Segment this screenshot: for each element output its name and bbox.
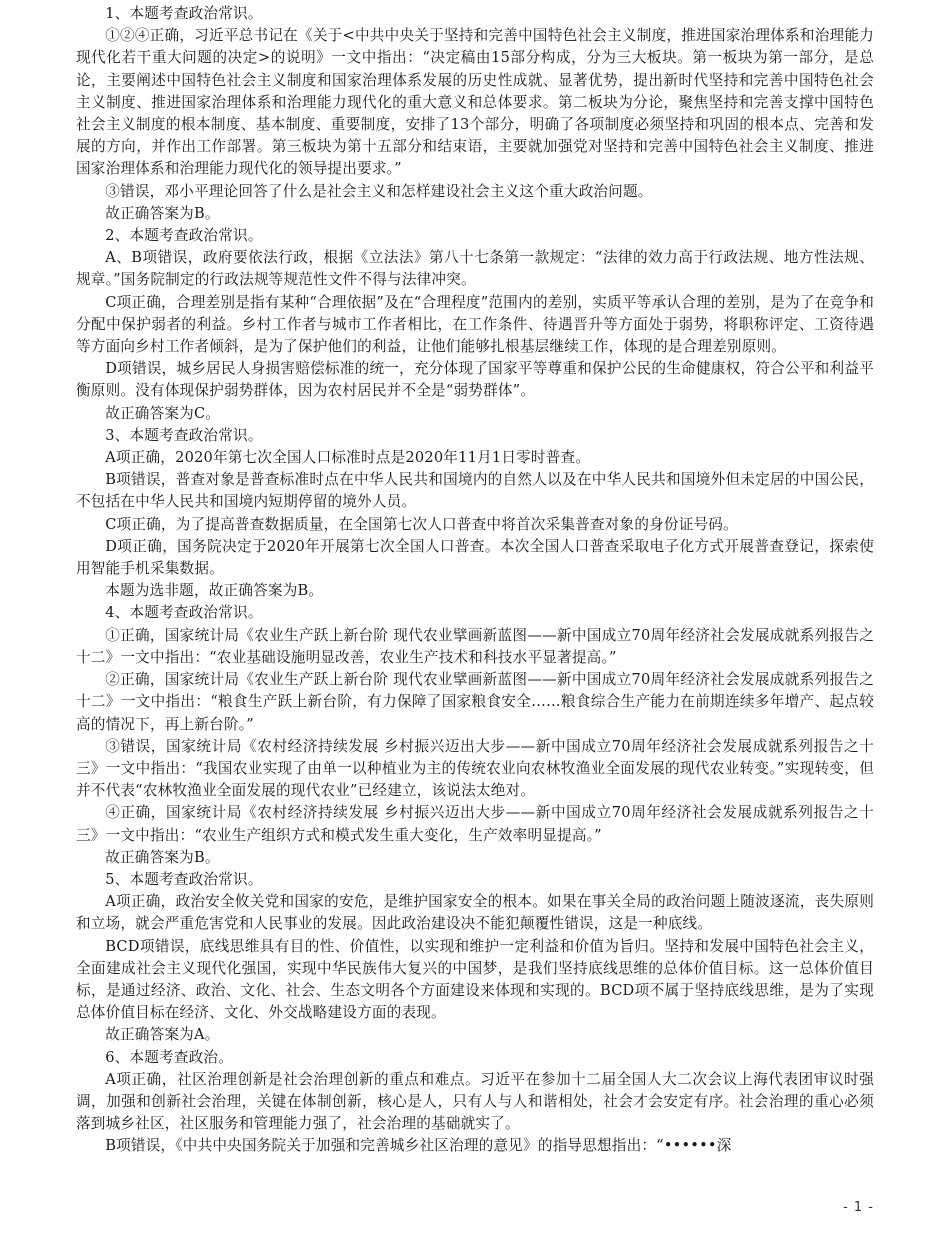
- paragraph: 2、本题考查政治常识。: [105, 227, 263, 245]
- paragraph: A、B项错误，政府要依法行政，根据《立法法》第八十七条第一款规定：“法律的效力高于行政法规、地方性法规、规章。”国务院制定的行政法规等规范性文件不得与法律冲突。: [76, 249, 874, 289]
- paragraph: BCD项错误，底线思维具有目的性、价值性，以实现和维护一定利益和价值为旨归。坚持和发展中国特色社会主义，全面建成社会主义现代化强国，实现中华民族伟大复兴的中国梦，是我们坚持底线思维的总体价值目标。这一总体价值目标，是通过经济、政治、文化、社会、生态文明各个方面建设来体现和实现的。BCD项不属于坚持底线思维，是为了实现总体价值目标在经济、文化、外交战略建设方面的表现。: [76, 937, 874, 1022]
- paragraph: ②正确，国家统计局《农业生产跃上新台阶 现代农业擘画新蓝图——新中国成立70周年经济社会发展成就系列报告之十二》一文中指出：“粮食生产跃上新台阶，有力保障了国家粮食安全……粮食综合生产能力在前期连续多年增产、起点较高的情况下，再上新台阶。”: [76, 671, 874, 733]
- paragraph: 故正确答案为B。: [105, 848, 220, 866]
- paragraph: A项正确，政治安全攸关党和国家的安危，是维护国家安全的根本。如果在事关全局的政治问题上随波逐流，丧失原则和立场，就会严重危害党和人民事业的发展。因此政治建设决不能犯颠覆性错误，这是一种底线。: [76, 893, 874, 933]
- paragraph: ①②④正确，习近平总书记在《关于<中共中央关于坚持和完善中国特色社会主义制度，推进国家治理体系和治理能力现代化若干重大问题的决定>的说明》一文中指出：“决定稿由15部分构成，分为三大板块。第一板块为第一部分，是总论，主要阐述中国特色社会主义制度和国家治理体系发展的历史性成就、显著优势，提出新时代坚持和完善中国特色社会主义制度、推进国家治理体系和治理能力现代化的重大意义和总体要求。第二板块为分论，聚焦坚持和完善支撑中国特色社会主义制度的根本制度、基本制度、重要制度，安排了13个部分，明确了各项制度必须坚持和巩固的根本点、完善和发展的方向，并作出工作部署。第三板块为第十五部分和结束语，主要就加强党对坚持和完善中国特色社会主义制度、推进国家治理体系和治理能力现代化的领导提出要求。”: [76, 27, 874, 178]
- paragraph: D项错误，城乡居民人身损害赔偿标准的统一，充分体现了国家平等尊重和保护公民的生命健康权，符合公平和利益平衡原则。没有体现保护弱势群体，因为农村居民并不全是“弱势群体”。: [76, 360, 874, 400]
- paragraph: 故正确答案为B。: [105, 204, 220, 222]
- document-body: [76, 3, 874, 1158]
- paragraph: 故正确答案为C。: [105, 404, 221, 422]
- paragraph: ①正确，国家统计局《农业生产跃上新台阶 现代农业擘画新蓝图——新中国成立70周年经济社会发展成就系列报告之十二》一文中指出：“农业基础设施明显改善，农业生产技术和科技水平显著提高。”: [76, 626, 874, 666]
- paragraph: B项错误，《中共中央国务院关于加强和完善城乡社区治理的意见》的指导思想指出：“••••••深: [105, 1137, 732, 1155]
- paragraph: B项错误，普查对象是普查标准时点在中华人民共和国境内的自然人以及在中华人民共和国境外但未定居的中国公民，不包括在中华人民共和国境内短期停留的境外人员。: [76, 471, 874, 511]
- paragraph: ③错误，国家统计局《农村经济持续发展 乡村振兴迈出大步——新中国成立70周年经济社会发展成就系列报告之十三》一文中指出：“我国农业实现了由单一以种植业为主的传统农业向农林牧渔业全面发展的现代农业转变。”实现转变，但并不代表“农林牧渔业全面发展的现代农业”已经建立，该说法太绝对。: [76, 737, 874, 800]
- paragraph: ④正确，国家统计局《农村经济持续发展 乡村振兴迈出大步——新中国成立70周年经济社会发展成就系列报告之十三》一文中指出：“农业生产组织方式和模式发生重大变化，生产效率明显提高。”: [76, 804, 874, 844]
- paragraph: 5、本题考查政治常识。: [105, 870, 263, 888]
- paragraph: 故正确答案为A。: [105, 1026, 220, 1044]
- page-number: - 1 -: [843, 1200, 874, 1215]
- paragraph: C项正确，合理差别是指有某种“合理依据”及在“合理程度”范围内的差别，实质平等承认合理的差别，是为了在竞争和分配中保护弱者的利益。乡村工作者与城市工作者相比，在工作条件、待遇晋升等方面处于弱势，将职称评定、工资待遇等方面向乡村工作者倾斜，是为了保护他们的利益，让他们能够扎根基层继续工作，体现的是合理差别原则。: [76, 293, 874, 356]
- paragraph: 3、本题考查政治常识。: [105, 426, 263, 444]
- paragraph: 本题为选非题，故正确答案为B。: [105, 582, 324, 600]
- paragraph: A项正确，2020年第七次全国人口标准时点是2020年11月1日零时普查。: [105, 449, 591, 467]
- paragraph: 1、本题考查政治常识。: [105, 5, 263, 22]
- paragraph: D项正确，国务院决定于2020年开展第七次全国人口普查。本次全国人口普查采取电子化方式开展普查登记，探索使用智能手机采集数据。: [76, 537, 874, 578]
- paragraph: 4、本题考查政治常识。: [105, 604, 263, 622]
- paragraph: A项正确，社区治理创新是社会治理创新的重点和难点。习近平在参加十二届全国人大二次会议上海代表团审议时强调，加强和创新社会治理，关键在体制创新，核心是人，只有人与人和谐相处，社会才会安定有序。社会治理的重心必须落到城乡社区，社区服务和管理能力强了，社会治理的基础就实了。: [76, 1070, 874, 1133]
- paragraph: C项正确，为了提高普查数据质量，在全国第七次人口普查中将首次采集普查对象的身份证号码。: [105, 515, 738, 533]
- paragraph: 6、本题考查政治。: [105, 1048, 234, 1066]
- paragraph: ③错误，邓小平理论回答了什么是社会主义和怎样建设社会主义这个重大政治问题。: [105, 182, 653, 200]
